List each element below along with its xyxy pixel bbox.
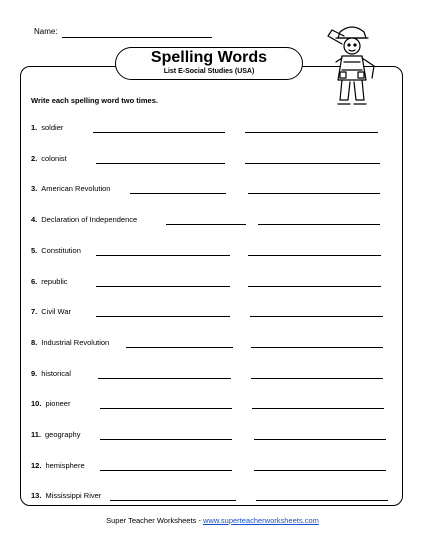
item-word: hemisphere <box>45 460 85 470</box>
item-number: 4. <box>31 215 38 225</box>
item-number: 11. <box>31 430 42 439</box>
write-line-2[interactable] <box>248 286 381 287</box>
item-word: Industrial Revolution <box>41 337 110 347</box>
write-line-1[interactable] <box>100 408 232 409</box>
list-item <box>31 277 68 286</box>
item-word: Declaration of Independence <box>41 215 138 225</box>
write-line-2[interactable] <box>248 193 380 194</box>
write-line-1[interactable] <box>96 163 225 164</box>
list-item <box>31 399 70 408</box>
page-subtitle: List E-Social Studies (USA) <box>163 68 255 75</box>
write-line-1[interactable] <box>100 439 232 440</box>
item-word: historical <box>41 368 71 378</box>
footer-separator: - <box>196 516 203 525</box>
write-line-1[interactable] <box>96 255 230 256</box>
write-line-2[interactable] <box>258 224 380 225</box>
item-word: American Revolution <box>41 184 111 194</box>
write-line-2[interactable] <box>250 316 383 317</box>
item-number: 9. <box>31 368 38 378</box>
item-number: 10. <box>31 399 42 409</box>
item-word: pioneer <box>45 399 71 409</box>
write-line-2[interactable] <box>251 378 383 379</box>
write-line-1[interactable] <box>166 224 246 225</box>
title-pill <box>115 47 303 80</box>
instructions: Write each spelling word two times. <box>31 96 158 105</box>
item-number: 1. <box>31 123 38 132</box>
item-number: 5. <box>31 245 38 255</box>
list-item <box>31 338 109 347</box>
item-number: 13. <box>31 491 42 501</box>
item-word: republic <box>41 276 68 286</box>
write-line-2[interactable] <box>254 439 386 440</box>
write-line-2[interactable] <box>254 470 386 471</box>
page-title: Spelling Words <box>150 49 268 66</box>
item-word: Civil War <box>41 307 71 317</box>
write-line-1[interactable] <box>130 193 226 194</box>
list-item <box>31 246 81 255</box>
list-item <box>31 307 71 316</box>
write-line-1[interactable] <box>100 470 232 471</box>
list-item <box>31 430 80 439</box>
item-word: Mississippi River <box>45 491 102 501</box>
item-number: 12. <box>31 460 42 470</box>
list-item <box>31 461 85 470</box>
item-number: 2. <box>31 153 38 163</box>
item-number: 7. <box>31 307 38 317</box>
write-line-1[interactable] <box>126 347 233 348</box>
list-item <box>31 369 71 378</box>
item-number: 3. <box>31 184 38 194</box>
item-word: Constitution <box>41 245 81 255</box>
list-item <box>31 215 137 224</box>
list-item <box>31 184 110 193</box>
write-line-2[interactable] <box>252 408 384 409</box>
item-word: soldier <box>41 123 64 132</box>
write-line-2[interactable] <box>245 163 380 164</box>
footer-url-link[interactable]: www.superteacherworksheets.com <box>202 516 319 525</box>
item-word: colonist <box>41 153 67 163</box>
list-item <box>31 123 63 132</box>
list-item <box>31 154 67 163</box>
write-line-2[interactable] <box>256 500 388 501</box>
item-number: 6. <box>31 276 38 286</box>
write-line-1[interactable] <box>98 378 231 379</box>
item-number: 8. <box>31 337 38 347</box>
soldier-illustration <box>322 22 384 108</box>
write-line-2[interactable] <box>245 132 378 133</box>
name-label: Name: <box>34 27 58 36</box>
write-line-1[interactable] <box>96 316 230 317</box>
write-line-1[interactable] <box>110 500 236 501</box>
list-item <box>31 491 101 500</box>
name-line[interactable] <box>62 37 212 38</box>
footer-brand: Super Teacher Worksheets <box>106 516 197 525</box>
write-line-2[interactable] <box>251 347 383 348</box>
item-word: geography <box>45 430 81 439</box>
write-line-2[interactable] <box>248 255 381 256</box>
write-line-1[interactable] <box>96 286 230 287</box>
write-line-1[interactable] <box>93 132 225 133</box>
footer <box>0 516 425 525</box>
